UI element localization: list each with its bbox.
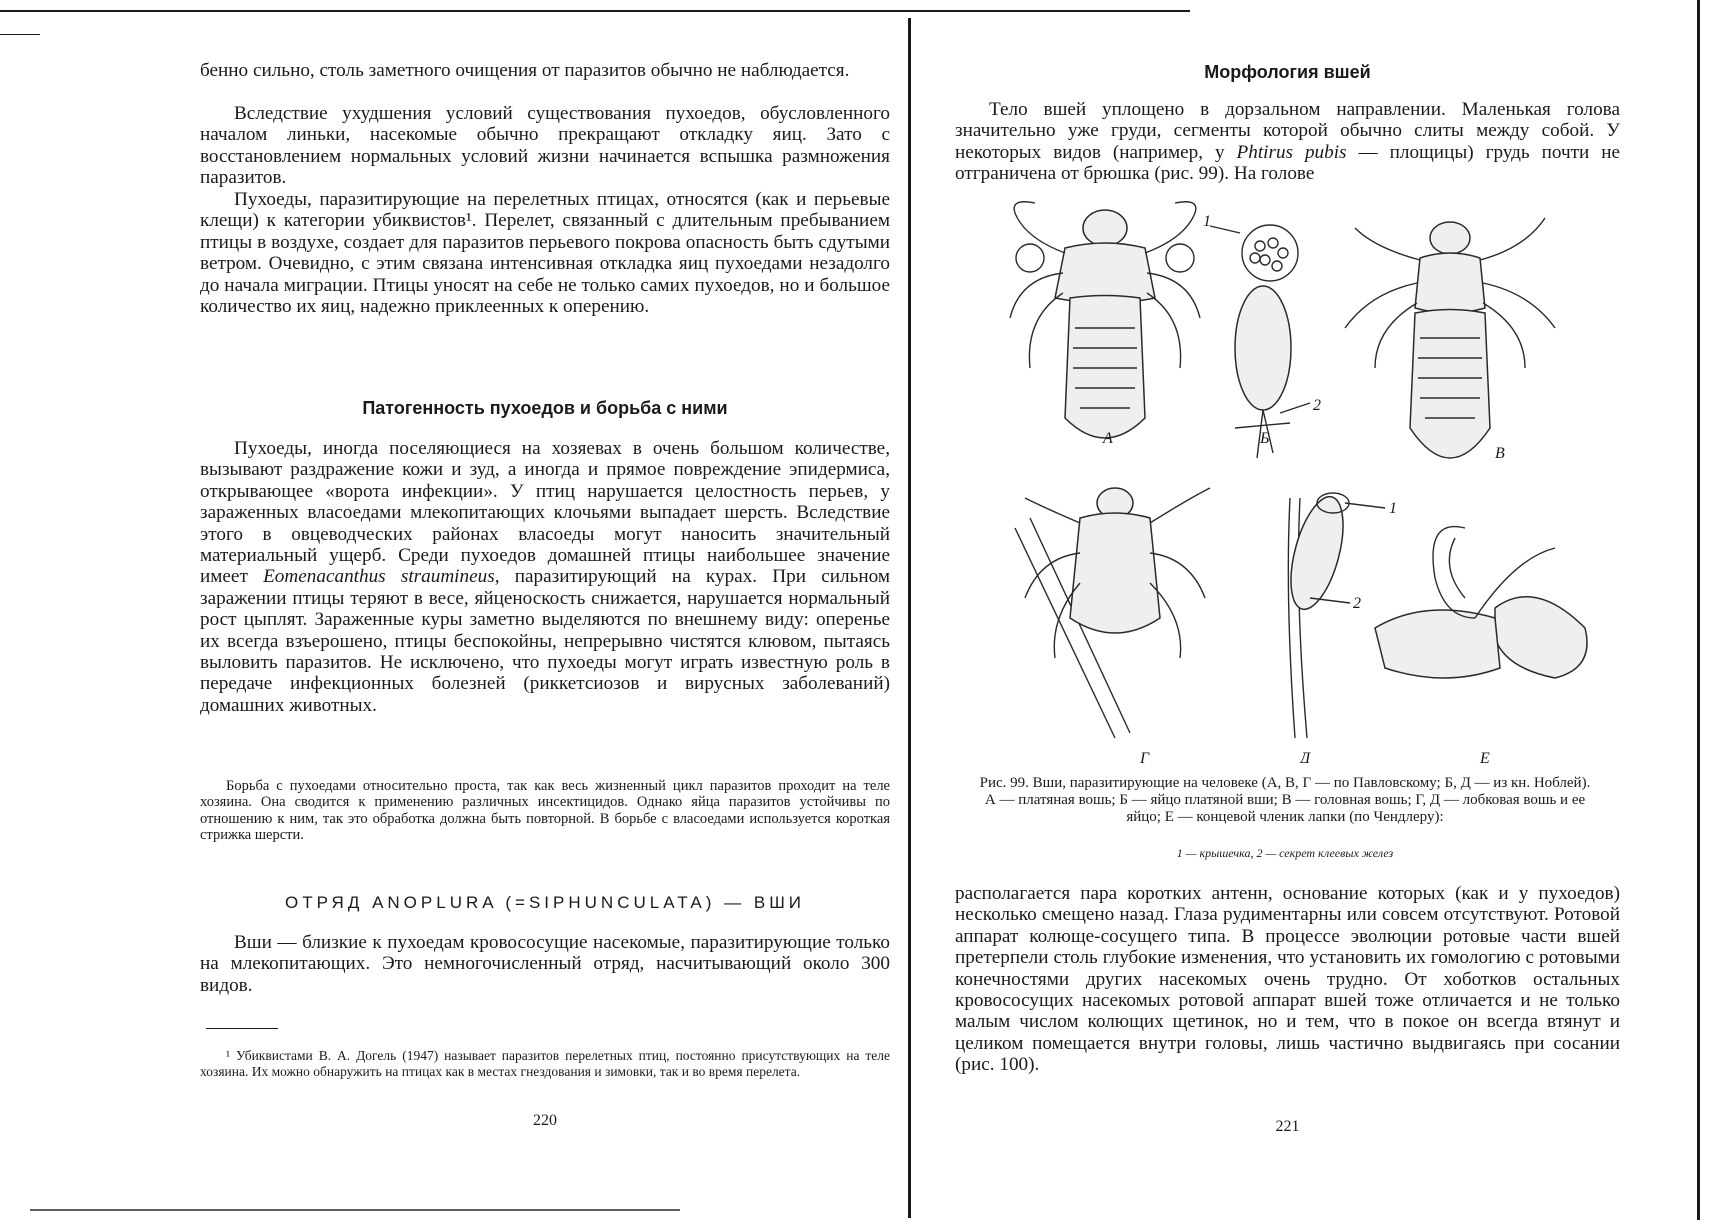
scan-edge-top-left — [0, 34, 40, 35]
paragraph: Вследствие ухудшения условий существования пухоедов, обусловленного началом линьки, насекомые обычно прекращают откладку яиц. Зато с восстановлением нормальных условий жизни начинается вспышка размножения паразитов. — [200, 103, 890, 189]
claw-drawing — [1375, 527, 1587, 678]
body-louse-drawing — [1010, 202, 1200, 438]
left-page — [200, 0, 890, 1225]
figure-number-2: 2 — [1353, 595, 1361, 612]
paragraph — [955, 99, 1620, 185]
page-number: 220 — [533, 1112, 557, 1129]
paragraph: Пухоеды, паразитирующие на перелетных птицах, относятся (как и перьевые клещи) к категории убиквистов¹. Перелет, связанный с длительным пребыванием птицы в воздухе, создает для паразитов перьевого покрова опасность быть сдутыми ветром. Очевидно, с этим связана интенсивная откладка яиц пухоедами незадолго до начала миграции. Птицы уносят на себе не только самих пухоедов, но и большое количество их яиц, надежно приклеенных к оперению. — [200, 189, 890, 318]
scan-gutter — [908, 18, 911, 1218]
right-page — [955, 0, 1620, 1225]
pubic-louse-egg-drawing — [1281, 491, 1385, 738]
species-name: Eomenacanthus straumineus — [263, 566, 495, 588]
figure-lice-illustration — [995, 198, 1605, 763]
louse-egg-drawing — [1210, 225, 1310, 458]
figure-number-1: 1 — [1389, 500, 1397, 517]
page-number: 221 — [1275, 1118, 1300, 1135]
pubic-louse-drawing — [1015, 488, 1210, 738]
section-heading: Морфология вшей — [1204, 62, 1371, 82]
figure-label-e: Е — [1480, 750, 1490, 763]
lice-drawings — [995, 198, 1605, 763]
paragraph-text: Тело вшей уплощено в дорзальном направлении. Маленькая голова значительно уже груди, сегменты которой обычно слиты между собой. У некоторых видов (например, у — [955, 99, 1620, 163]
footnote-rule — [206, 1028, 278, 1029]
paragraph-text: , паразитирующий на курах. При сильном заражении птицы теряют в весе, яйценоскость снижается, нарушается нормальный рост цыплят. Зараженные куры заметно выделяются по внешнему виду: оперенье их всегда взъерошено, птицы беспокойны, непрерывно чистятся клювом, пытаясь выловить паразитов. Не исключено, что пухоеды могут играть известную роль в передаче инфекционных болезней (риккетсиозов и вирусных заболеваний) домашних животных. — [200, 566, 891, 716]
paragraph: бенно сильно, столь заметного очищения от паразитов обычно не наблюдается. — [200, 60, 850, 81]
figure-label-a: А — [1103, 430, 1113, 447]
figure-label-b: Б — [1260, 430, 1270, 447]
figure-label-g: Г — [1140, 750, 1150, 763]
paragraph-text: — площицы) грудь почти не отграничена от брюшка (рис. 99). На голове — [955, 141, 1621, 185]
paragraph — [200, 438, 890, 716]
scan-edge-right — [1697, 0, 1700, 1220]
figure-label-v: В — [1495, 445, 1505, 462]
paragraph: располагается пара коротких антенн, основание которых (как и у пухоедов) несколько смещено назад. Глаза рудиментарны или совсем отсутствуют. Ротовой аппарат колюще-сосущего типа. В процессе эволюции ротовые части вшей претерпели столь глубокие изменения, что установить их гомологию с ротовыми конечностями других насекомых очень трудно. От хоботков остальных кровососущих насекомых ротовой аппарат вшей тоже отличается и не только малым числом колющих щетинок, но и тем, что в покое он всегда втянут и целиком помещается внутри головы, лишь частично выдвигаясь при сосании (рис. 100). — [955, 883, 1620, 1076]
order-heading: ОТРЯД ANOPLURA (=SIPHUNCULATA) — ВШИ — [284, 893, 805, 912]
paragraph: Вши — близкие к пухоедам кровососущие насекомые, паразитирующие только на млекопитающих. Это немногочисленный отряд, насчитывающий около 300 видов. — [200, 932, 890, 996]
figure-label-d: Д — [1300, 750, 1311, 763]
species-name: Phtirus pubis — [1236, 141, 1347, 163]
figure-number-2: 2 — [1313, 397, 1321, 414]
figure-caption: Рис. 99. Вши, паразитирующие на человеке (А, В, Г — по Павловскому; Б, Д — из кн. Ноблей). А — платяная вошь; Б — яйцо платяной вши; В — головная вошь; Г, Д — лобковая вошь и ее яйцо; Е — концевой членик лапки (по Чендлеру): — [979, 775, 1591, 825]
paragraph-text: Пухоеды, иногда поселяющиеся на хозяевах в очень большом количестве, вызывают раздражение кожи и зуд, а иногда и прямое повреждение эпидермиса, открывающее «ворота инфекции». У птиц нарушается целостность перьев, у зараженных власоедами млекопитающих клочьями выпадает шерсть. Вследствие этого в овцеводческих районах власоеды могут наносить значительный материальный ущерб. Среди пухоедов домашней птицы наибольшее значение имеет — [200, 438, 890, 588]
figure-number-1: 1 — [1203, 213, 1211, 230]
section-heading: Патогенность пухоедов и борьба с ними — [362, 398, 728, 418]
head-louse-drawing — [1345, 218, 1555, 458]
footnote: ¹ Убиквистами В. А. Догель (1947) называет паразитов перелетных птиц, постоянно присутствующих на теле хозяина. Их можно обнаружить на птицах как в местах гнездования и зимовки, так и во время перелета. — [200, 1048, 890, 1079]
small-print-paragraph: Борьба с пухоедами относительно проста, так как весь жизненный цикл паразитов проходит на теле хозяина. Она сводится к применению различных инсектицидов. Однако яйца паразитов устойчивы по отношению к ним, так это обработка должна быть повторной. В борьбе с власоедами используется короткая стрижка шерсти. — [200, 778, 890, 844]
figure-caption-legend: 1 — крышечка, 2 — секрет клеевых желез — [1176, 846, 1394, 860]
